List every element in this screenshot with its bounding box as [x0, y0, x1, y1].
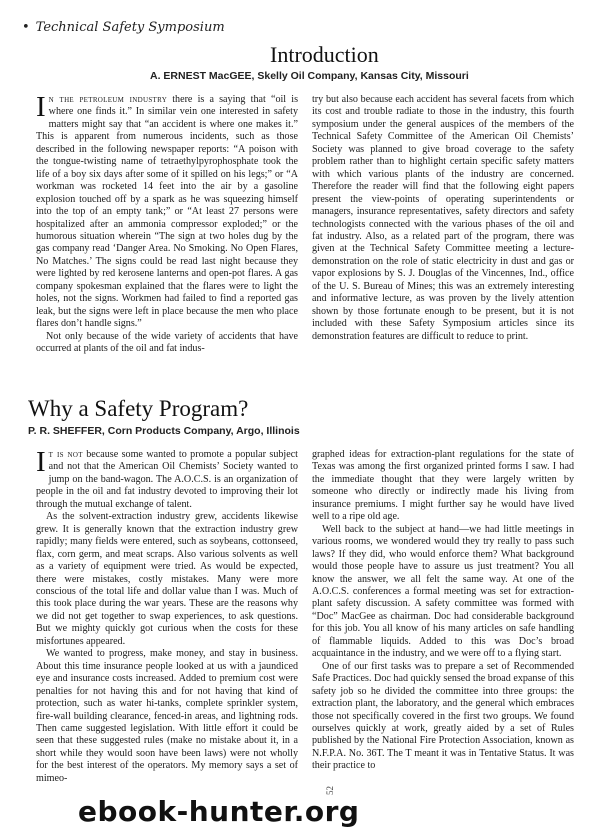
intro-paragraph-1	[36, 94, 298, 331]
intro-column-left	[36, 94, 298, 366]
bullet-icon: •	[22, 20, 30, 35]
running-head-text: Technical Safety Symposium	[35, 20, 225, 35]
watermark: ebook-hunter.org	[78, 795, 360, 828]
intro-paragraph-1-text: there is a saying that “oil is where one finds it.” In similar vein one interested in safety matters might say that “an accident is where one makes it.” This is apparent from numerous incidents, such as those described in the following newspaper reports: “A poison with the tongue-twisting name of tetraethylpyrophosphate took the life of a boy six days after some of it spilled on his legs;” or “A workman was rocketed 14 feet into the air by a gasoline explosion touched off by a spark as he was squeezing himself into the top of an empty tank;” or “At least 27 persons were hospitalized after an ammonia compressor exploded;” or the humorous situation wherein “The sign at two holes dug by the gas company read ‘Danger Area. No Smoking. No Open Flares, No Matches.’ The signs could be read last night because they were lighted by red kerosene lanterns and open-pot flares. A gas company spokesman explained that the flares were to light the holes, not the signs. Workmen had failed to find a reported gas leak, but the signs were left in place because the men who place flares don’t handle signs.”	[36, 94, 298, 330]
running-head	[22, 20, 225, 35]
why-paragraph-4: graphed ideas for extraction-plant regulations for the state of Texas was among the first organized printed forms I saw. I had the immediate thought that they were largely written by someone who directly or indirectly made his living from insurance premiums. I might further say he would have lived well to a ripe old age.	[312, 449, 574, 523]
why-column-right	[312, 449, 574, 797]
intro-paragraph-2: Not only because of the wide variety of accidents that have occurred at plants of the oil and fat indus-	[36, 330, 298, 355]
why-paragraph-1-text: because some wanted to promote a popular subject and not that the American Oil Chemists’ Society wanted to jump on the band-wagon. The A.O.C.S. is an organization of people in the oil and fat industry devoted to improving their lot through the mutual exchange of talent.	[36, 449, 298, 510]
why-paragraph-3: We wanted to progress, make money, and stay in business. About this time insurance people looked at us with a jaundiced eye and insurance costs increased. Added to premium cost were penalties for not having this and for not having that kind of protection, such as water hi-tanks, complete sprinkler system, fire-wall building clearance, fenced-in areas, and lightning rods. Then came suggested legislation. With little effort it could be seen that these suggested rules (make no mistake about it, in a short while they would soon have been laws) were not wholly for the best interest of the operators. My memory says a set of mimeo-	[36, 648, 298, 784]
intro-title: Introduction	[270, 42, 379, 67]
why-drop-cap: I	[36, 449, 46, 478]
why-paragraph-5: Well back to the subject at hand—we had little meetings in various rooms, we wondered would they try really to pass such laws? If they did, who would enforce them? What background would those people have to assure us just treatment? You all know the answer, we all felt the same way. At one of the A.O.C.S. conferences a formal meeting was set for extraction-plant safety discussion. A safety committee was formed with “Doc” MacGee as chairman. Doc had considerable background for this job. You all know of his many articles on safe handling of flammable liquids. Added to this was Doc’s broad acquaintance in the industry, and we were off to a flying start.	[312, 523, 574, 660]
why-paragraph-2: As the solvent-extraction industry grew, accidents likewise grew. It is generally known that the extraction industry grew rapidly; many fields were entered, such as soybeans, cottonseed, flax, corn germ, and meat scraps. Also various solvents as well as a variety of equipment were tried. As would be expected, there were mistakes, costly mistakes. Many were more conscious of the total life and dollar value than I was. Much of this took place during the war years. These are the reasons why we did not get together to swap experiences, to ask questions. But we mighty quickly got curious when the costs for these misfortunes appeared.	[36, 511, 298, 647]
why-paragraph-6: One of our first tasks was to prepare a set of Recommended Safe Practices. Doc had quickly sensed the broad expanse of this safety job so he divided the committee into three groups: the extraction plant, the laboratory, and the general which embraces those not specifically covered in the first two groups. We found ourselves quickly at work, greatly aided by a set of Rules published by the National Fire Protection Association, known as N.F.P.A. No. 36T. The T meant it was in Tentative Status. It was their practice to	[312, 660, 574, 772]
intro-byline: A. ERNEST MacGEE, Skelly Oil Company, Kansas City, Missouri	[150, 70, 469, 82]
intro-column-right	[312, 94, 574, 366]
why-title: Why a Safety Program?	[28, 396, 249, 421]
why-paragraph-1	[36, 449, 298, 511]
intro-lead-smallcaps: n the petroleum industry	[48, 94, 168, 105]
why-byline: P. R. SHEFFER, Corn Products Company, Argo, Illinois	[28, 425, 300, 437]
why-column-left	[36, 449, 298, 797]
why-lead-smallcaps: t is not	[48, 449, 83, 460]
page-number: 52	[325, 786, 335, 795]
intro-drop-cap: I	[36, 94, 46, 123]
intro-paragraph-3: try but also because each accident has several facets from which its cost and trouble radiate to those in the industry, this fourth symposium under the general auspices of the members of the Technical Safety Committee of the American Oil Chemists’ Society was planned to give broad coverage to the safety problem rather than to highlight certain specific safety matters with which various plants of the industry are concerned. Therefore the reader will find that the following eight papers present the view-points of operating superintendents or managers, insurance representatives, safety directors and safety technologists connected with the various phases of the oil and fat industry. Also, as a related part of the program, there was given at the Technical Safety Committee meeting a lecture-demonstration on the role of static electricity in dust and gas or vapor explosions by S. J. Douglas of the Vincennes, Ind., office of the U. S. Bureau of Mines; this was an extremely interesting and informative lecture, as was proven by the lively attention shown by those fortunate enough to be present, but it is not included with these Safety Symposium articles since its demonstration features are difficult to reduce to print.	[312, 94, 574, 342]
